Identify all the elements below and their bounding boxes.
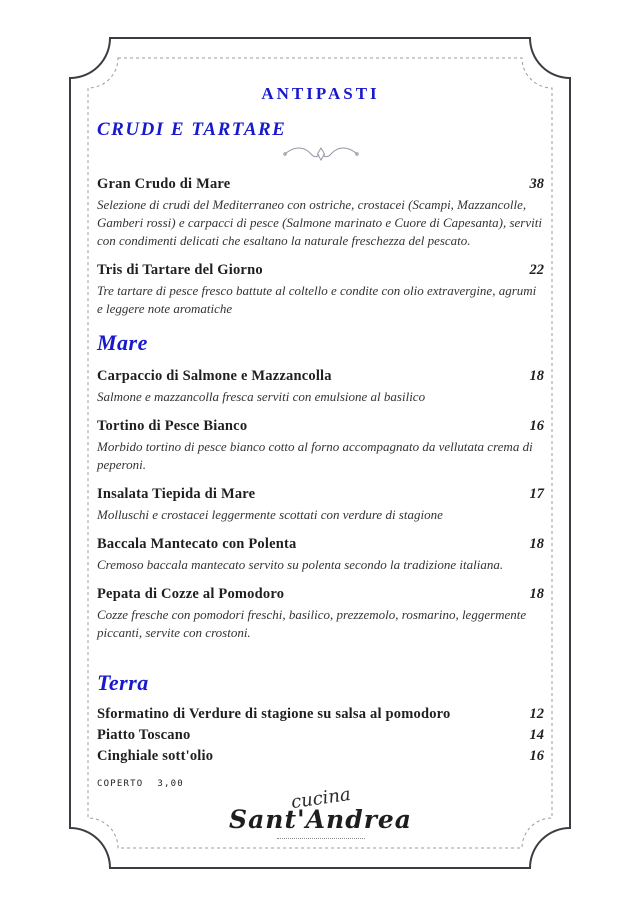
item-price: 17 — [529, 486, 544, 502]
item-description: Selezione di crudi del Mediterraneo con ostriche, crostacei (Scampi, Mazzancolle, Gamberi rossi) e carpacci di pesce (Salmone marinato e Cuore di Capesanta), serviti con condimenti delicati che esaltano la naturale freschezza del pescato. — [97, 197, 542, 248]
menu-item — [97, 485, 544, 524]
item-price: 16 — [529, 418, 544, 434]
item-name: Sformatino di Verdure di stagione su salsa al pomodoro — [97, 706, 451, 722]
item-name: Cinghiale sott'olio — [97, 748, 214, 764]
menu-item — [97, 175, 544, 250]
item-price: 14 — [529, 727, 544, 743]
item-name: Gran Crudo di Mare — [97, 176, 231, 192]
logo-divider — [277, 838, 365, 840]
item-description: Cremoso baccala mantecato servito su polenta secondo la tradizione italiana. — [97, 557, 504, 572]
logo-script-santandrea: Sant'Andrea — [229, 805, 412, 834]
section-terra — [97, 670, 544, 766]
item-name: Piatto Toscano — [97, 727, 191, 743]
menu-item — [97, 585, 544, 642]
item-price: 18 — [529, 536, 544, 552]
section-heading: CRUDI E TARTARE — [97, 119, 287, 140]
item-description: Tre tartare di pesce fresco battute al coltello e condite con olio extravergine, agrumi e leggere note aromatiche — [97, 283, 537, 316]
menu-item — [97, 726, 544, 745]
item-price: 38 — [529, 176, 544, 192]
item-description: Molluschi e crostacei leggermente scottati con verdure di stagione — [97, 507, 443, 522]
item-price: 12 — [529, 706, 544, 722]
item-row — [97, 705, 544, 724]
item-name: Carpaccio di Salmone e Mazzancolla — [97, 368, 332, 384]
menu-item — [97, 417, 544, 474]
item-description: Cozze fresche con pomodori freschi, basilico, prezzemolo, rosmarino, leggermente piccanti, servite con crostoni. — [97, 607, 527, 640]
item-name: Tortino di Pesce Bianco — [97, 418, 248, 434]
page-title: ANTIPASTI — [261, 84, 380, 103]
item-name: Tris di Tartare del Giorno — [97, 262, 263, 278]
item-row — [97, 585, 544, 604]
section-crudi-e-tartare — [97, 118, 544, 318]
item-description: Salmone e mazzancolla fresca serviti con emulsione al basilico — [97, 389, 426, 404]
item-price: 18 — [529, 368, 544, 384]
item-row — [97, 747, 544, 766]
item-row — [97, 417, 544, 436]
section-heading: Terra — [97, 670, 149, 695]
menu-item — [97, 747, 544, 766]
flourish-ornament-icon — [97, 144, 544, 164]
item-row — [97, 535, 544, 554]
menu-item — [97, 367, 544, 406]
menu-item — [97, 705, 544, 724]
logo-script-cucina: cucina — [289, 783, 352, 814]
item-price: 22 — [529, 262, 544, 278]
item-price: 16 — [529, 748, 544, 764]
item-price: 18 — [529, 586, 544, 602]
coperto-value: 3,00 — [157, 779, 184, 789]
menu-item — [97, 535, 544, 574]
menu-item — [97, 261, 544, 318]
item-row — [97, 175, 544, 194]
terra-item-list — [97, 705, 544, 766]
item-row — [97, 485, 544, 504]
item-name: Insalata Tiepida di Mare — [97, 486, 256, 502]
item-row — [97, 726, 544, 745]
item-row — [97, 367, 544, 386]
item-name: Baccala Mantecato con Polenta — [97, 536, 297, 552]
section-mare — [97, 330, 544, 642]
item-name: Pepata di Cozze al Pomodoro — [97, 586, 285, 602]
section-heading: Mare — [97, 330, 148, 355]
item-row — [97, 261, 544, 280]
menu-content — [97, 84, 544, 840]
item-description: Morbido tortino di pesce bianco cotto al forno accompagnato da vellutata crema di peperoni. — [97, 439, 533, 472]
coperto-label: COPERTO — [97, 779, 144, 789]
